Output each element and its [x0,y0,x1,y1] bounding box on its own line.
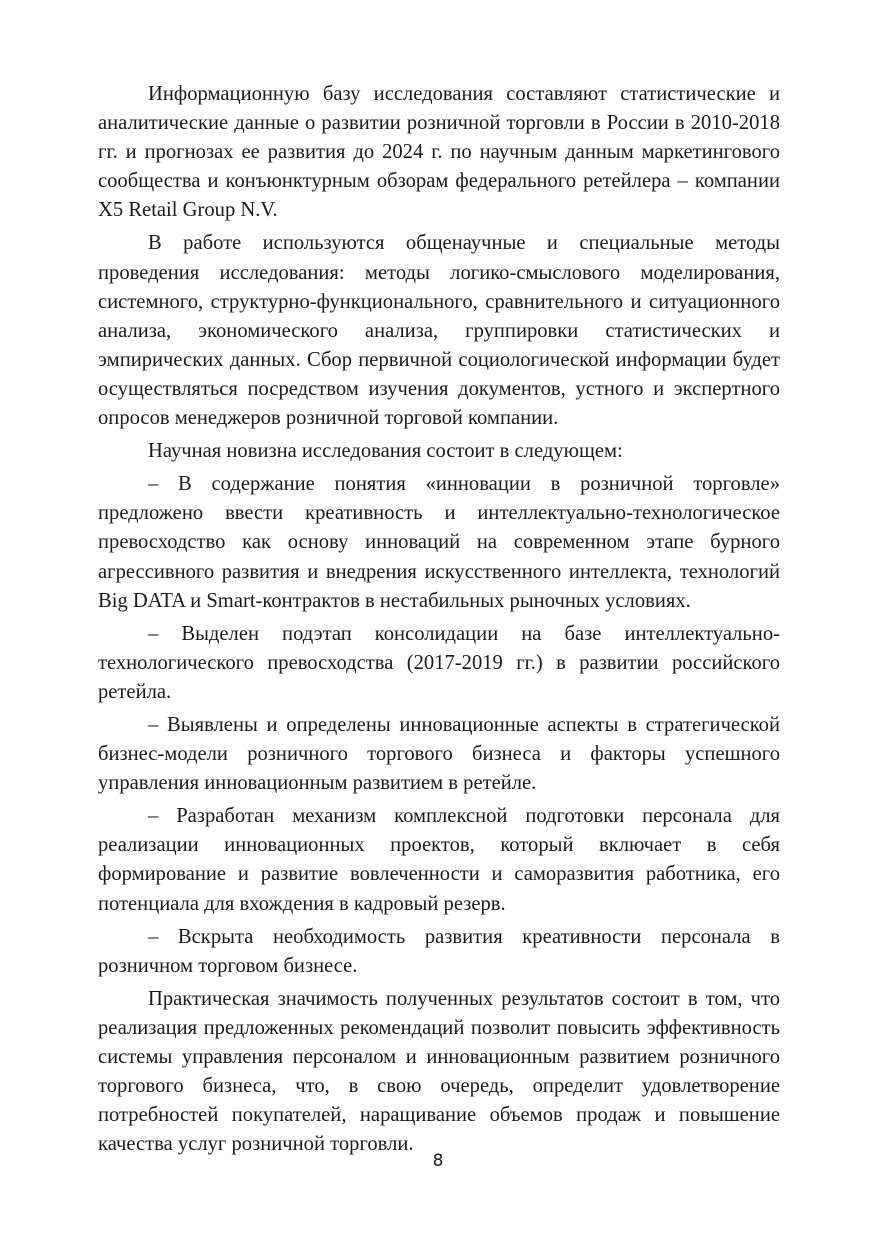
paragraph-novelty-item-5: – Вскрыта необходимость развития креативности персонала в розничном торговом бизнесе. [98,925,780,977]
paragraph-methods: В работе используются общенаучные и специальные методы проведения исследования: методы логико-смыслового моделирования, системного, структурно-функционального, сравнительного и ситуационного анализа, экономического анализа, группировки статистических и эмпирических данных. Сбор первичной социологической информации будет осуществляться посредством изучения документов, устного и экспертного опросов менеджеров розничной торговой компании. [98,232,780,430]
paragraph-information-base: Информационную базу исследования составляют статистические и аналитические данные о развитии розничной торговли в России в 2010-2018 гг. и прогнозах ее развития до 2024 г. по научным данным маркетингового сообщества и конъюнктурным обзорам федерального ретейлера – компании X5 Retail Group N.V. [98,83,780,222]
paragraph-practical-significance: Практическая значимость полученных результатов состоит в том, что реализация предложенных рекомендаций позволит повысить эффективность системы управления персоналом и инновационным развитием розничного торгового бизнеса, что, в свою очередь, определит удовлетворение потребностей покупателей, наращивание объемов продаж и повышение качества услуг розничной торговли. [98,987,780,1156]
body-text [98,80,780,1163]
paragraph-novelty-intro: Научная новизна исследования состоит в следующем: [148,440,623,463]
paragraph-novelty-item-4: – Разработан механизм комплексной подготовки персонала для реализации инновационных проектов, который включает в себя формирование и развитие вовлеченности и саморазвития работника, его потенциала для вхождения в кадровый резерв. [98,805,780,915]
paragraph-novelty-item-1: – В содержание понятия «инновации в розничной торговле» предложено ввести креативность и интеллектуально-технологическое превосходство как основу инноваций на современном этапе бурного агрессивного развития и внедрения искусственного интеллекта, технологий Big DATA и Smart-контрактов в нестабильных рыночных условиях. [98,473,780,612]
page-number: 8 [432,1151,444,1171]
paragraph-novelty-item-3: – Выявлены и определены инновационные аспекты в стратегической бизнес-модели розничного торгового бизнеса и факторы успешного управления инновационным развитием в ретейле. [98,713,780,795]
paragraph-novelty-item-2: – Выделен подэтап консолидации на базе интеллектуально-технологического превосходства (2017-2019 гг.) в развитии российского ретейла. [98,622,780,703]
